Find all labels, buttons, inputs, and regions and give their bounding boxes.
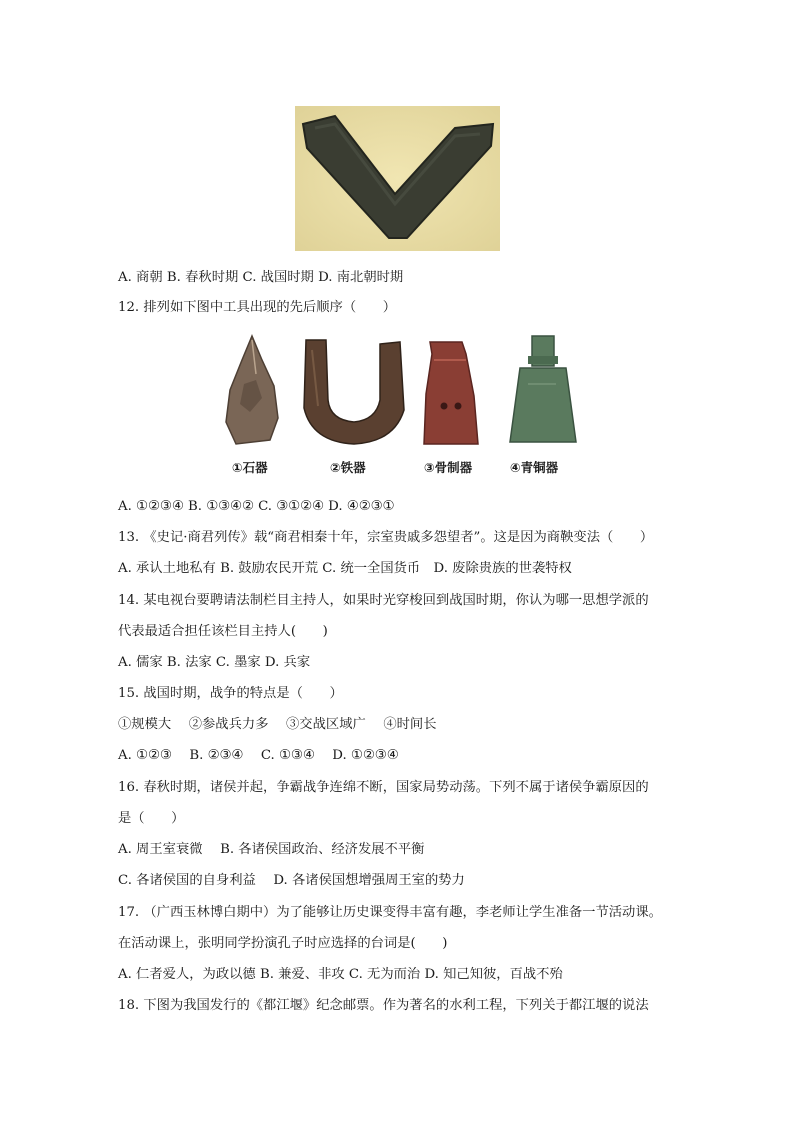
- q11-options: A. 商朝 B. 春秋时期 C. 战国时期 D. 南北朝时期: [118, 270, 404, 285]
- q15-items: ①规模大 ②参战兵力多 ③交战区域广 ④时间长: [118, 717, 437, 732]
- q13-options: A. 承认土地私有 B. 鼓励农民开荒 C. 统一全国货币 D. 废除贵族的世袭特权: [118, 561, 572, 576]
- q16-options-line2: C. 各诸侯国的自身利益 D. 各诸侯国想增强周王室的势力: [118, 873, 465, 888]
- q16-options-line1: A. 周王室衰微 B. 各诸侯国政治、经济发展不平衡: [118, 842, 425, 857]
- q14-stem-line2: 代表最适合担任该栏目主持人( ): [118, 624, 328, 639]
- q17-stem-line2: 在活动课上，张明同学扮演孔子时应选择的台词是( ): [118, 936, 448, 951]
- q17-options: A. 仁者爱人，为政以德 B. 兼爱、非攻 C. 无为而治 D. 知己知彼，百战不殆: [118, 967, 563, 982]
- caption-stone: ①石器: [232, 460, 268, 475]
- caption-bronze: ④青铜器: [510, 460, 559, 475]
- iron-tool-image: [298, 336, 408, 446]
- q14-options: A. 儒家 B. 法家 C. 墨家 D. 兵家: [118, 655, 311, 670]
- q14-stem-line1: 14. 某电视台要聘请法制栏目主持人，如果时光穿梭回到战国时期，你认为哪一思想学派的: [118, 593, 649, 608]
- iron-hoe-photo: [295, 106, 500, 251]
- q16-stem-line2: 是（ ）: [118, 811, 185, 826]
- q15-stem: 15. 战国时期，战争的特点是（ ）: [118, 686, 343, 701]
- q13-stem: 13. 《史记·商君列传》载“商君相秦十年，宗室贵戚多怨望者”。这是因为商鞅变法（ ）: [118, 530, 654, 545]
- caption-iron: ②铁器: [330, 460, 366, 475]
- caption-bone: ③骨制器: [424, 460, 473, 475]
- tools-figure: [218, 332, 588, 482]
- q18-stem-line1: 18. 下图为我国发行的《都江堰》纪念邮票。作为著名的水利工程，下列关于都江堰的说法: [118, 998, 649, 1013]
- bone-tool-image: [422, 340, 480, 446]
- q15-options: A. ①②③ B. ②③④ C. ①③④ D. ①②③④: [118, 748, 399, 763]
- q12-stem: 12. 排列如下图中工具出现的先后顺序（ ）: [118, 300, 397, 315]
- q12-options: A. ①②③④ B. ①③④② C. ③①②④ D. ④②③①: [118, 499, 395, 514]
- bronze-tool-image: [506, 334, 580, 446]
- stone-tool-image: [222, 334, 282, 446]
- q16-stem-line1: 16. 春秋时期，诸侯并起，争霸战争连绵不断，国家局势动荡。下列不属于诸侯争霸原因的: [118, 780, 649, 795]
- q17-stem-line1: 17. （广西玉林博白期中）为了能够让历史课变得丰富有趣，李老师让学生准备一节活动课。: [118, 905, 662, 920]
